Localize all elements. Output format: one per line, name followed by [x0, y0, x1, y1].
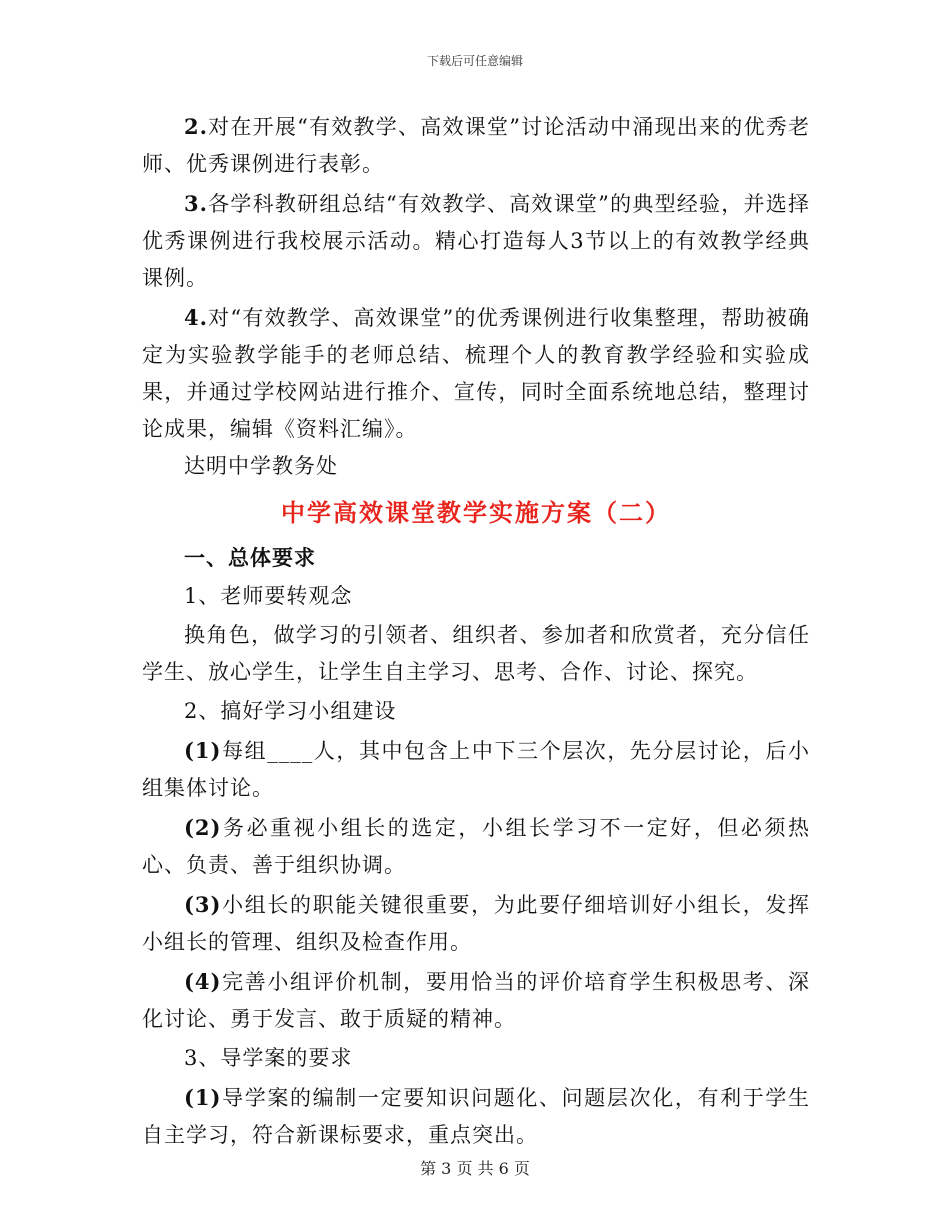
- page-number: 第 3 页 共 6 页: [420, 1159, 530, 1178]
- item-text: 小组长的职能关键很重要，为此要仔细培训好小组长，发挥小组长的管理、组织及检查作用。: [142, 893, 810, 954]
- subsection-heading: 1、老师要转观念: [184, 584, 353, 608]
- item-number: (1): [184, 738, 222, 763]
- subsection-heading: 3、导学案的要求: [184, 1046, 353, 1070]
- item-number: (4): [184, 969, 222, 994]
- item-number: 4.: [184, 305, 208, 330]
- section-heading: 一、总体要求: [184, 545, 316, 570]
- item-text: 完善小组评价机制，要用恰当的评价培育学生积极思考、深化讨论、勇于发言、敢于质疑的精神。: [142, 970, 810, 1031]
- item-text: 每组____人，其中包含上中下三个层次，先分层讨论，后小组集体讨论。: [142, 739, 810, 800]
- list-item: [142, 963, 810, 1038]
- paragraph-item-2: [142, 108, 810, 183]
- item-number: (1): [184, 1085, 222, 1110]
- item-text: 务必重视小组长的选定，小组长学习不一定好，但必须热心、负责、善于组织协调。: [142, 816, 810, 877]
- list-item: [142, 1079, 810, 1154]
- item-text: 对“有效教学、高效课堂”的优秀课例进行收集整理，帮助被确定为实验教学能手的老师总结、梳理个人的教育教学经验和实验成果，并通过学校网站进行推介、宣传，同时全面系统地总结，整理讨论成果，编辑《资料汇编》。: [142, 306, 810, 441]
- list-item: [142, 732, 810, 807]
- list-item: [142, 809, 810, 884]
- item-number: (2): [184, 815, 222, 840]
- item-text: 对在开展“有效教学、高效课堂”讨论活动中涌现出来的优秀老师、优秀课例进行表彰。: [142, 115, 810, 176]
- item-number: 2.: [184, 114, 208, 139]
- paragraph-item-4: [142, 299, 810, 448]
- list-item: [142, 886, 810, 961]
- signature: 达明中学教务处: [184, 454, 338, 478]
- item-number: 3.: [184, 191, 208, 216]
- item-text: 导学案的编制一定要知识问题化、问题层次化，有利于学生自主学习，符合新课标要求，重点突出。: [142, 1086, 810, 1147]
- subsection-heading: 2、搞好学习小组建设: [184, 699, 397, 723]
- document-title: 中学高效课堂教学实施方案（二）: [281, 498, 671, 527]
- paragraph-item-3: [142, 185, 810, 297]
- item-number: (3): [184, 892, 222, 917]
- document-body: [142, 108, 810, 1154]
- item-text: 各学科教研组总结“有效教学、高效课堂”的典型经验，并选择优秀课例进行我校展示活动。精心打造每人3节以上的有效教学经典课例。: [142, 192, 810, 290]
- paragraph: 换角色，做学习的引领者、组织者、参加者和欣赏者，充分信任学生、放心学生，让学生自主学习、思考、合作、讨论、探究。: [142, 623, 810, 684]
- page-header-note: 下载后可任意编辑: [426, 54, 523, 68]
